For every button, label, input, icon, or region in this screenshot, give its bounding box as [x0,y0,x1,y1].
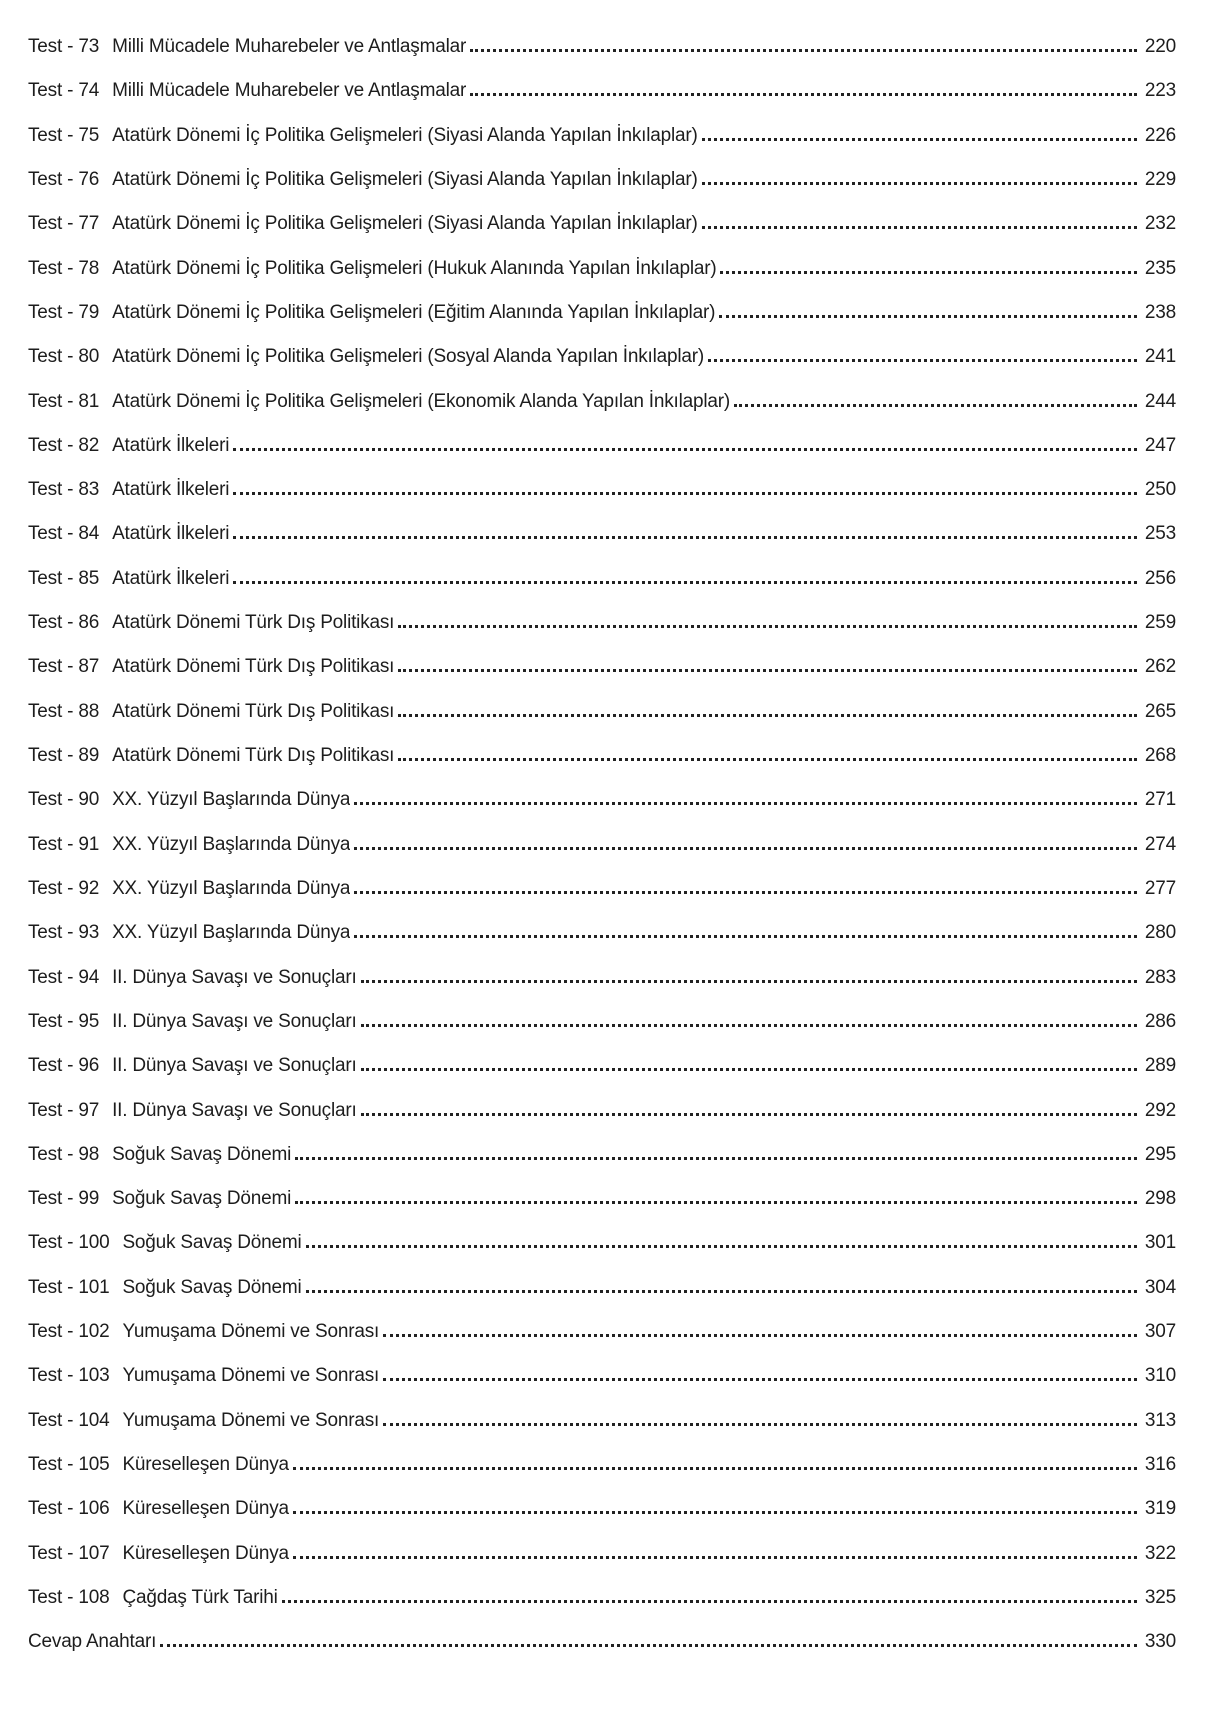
toc-entry-page-number: 298 [1144,1188,1176,1210]
toc-entry-test-number: Test - 75 [28,124,100,146]
toc-entry-page-number: 330 [1144,1631,1176,1653]
toc-entry-title: Atatürk İlkeleri [112,523,230,545]
toc-entry [28,291,1176,335]
toc-entry-page-number: 271 [1144,789,1176,811]
toc-entry-test-number: Test - 97 [28,1099,100,1121]
toc-entry-page-number: 307 [1144,1321,1176,1343]
toc-entry-test-number: Test - 91 [28,833,100,855]
toc-entry-page-number: 256 [1144,567,1176,589]
toc-entry [28,1443,1176,1487]
toc-entry-title: Çağdaş Türk Tarihi [122,1586,278,1608]
toc-entry [28,1133,1176,1177]
toc-entry-test-number: Test - 102 [28,1321,110,1343]
toc-entry-test-number: Test - 98 [28,1143,100,1165]
toc-entry-page-number: 247 [1144,434,1176,456]
toc-entry-page-number: 223 [1144,80,1176,102]
dot-leader [702,226,1137,229]
toc-entry-title: Atatürk Dönemi İç Politika Gelişmeleri (Siyasi Alanda Yapılan İnkılaplar) [112,124,698,146]
toc-entry [28,823,1176,867]
dot-leader [306,1245,1137,1248]
toc-entry-page-number: 226 [1144,124,1176,146]
toc-entry-title: XX. Yüzyıl Başlarında Dünya [112,833,351,855]
toc-entry [28,601,1176,645]
toc-entry-page-number: 238 [1144,301,1176,323]
dot-leader [233,448,1137,451]
dot-leader [708,359,1137,362]
toc-entry-page-number: 232 [1144,213,1176,235]
toc-entry [28,1399,1176,1443]
toc-entry [28,247,1176,291]
toc-entry-title: II. Dünya Savaşı ve Sonuçları [112,1055,357,1077]
toc-entry-title: XX. Yüzyıl Başlarında Dünya [112,789,351,811]
dot-leader [398,625,1137,628]
dot-leader [383,1334,1137,1337]
toc-entry-title: II. Dünya Savaşı ve Sonuçları [112,1010,357,1032]
toc-entry-test-number: Test - 100 [28,1232,110,1254]
dot-leader [282,1600,1137,1603]
toc-entry [28,1487,1176,1531]
toc-entry-page-number: 280 [1144,922,1176,944]
toc-entry-page-number: 268 [1144,745,1176,766]
toc-entry-page-number: 259 [1144,612,1176,634]
dot-leader [719,315,1137,318]
toc-entry-title: Atatürk Dönemi İç Politika Gelişmeleri (Siyasi Alanda Yapılan İnkılaplar) [112,168,698,190]
toc-entry [28,778,1176,822]
toc-entry-title: Soğuk Savaş Dönemi [112,1143,292,1165]
toc-entry-test-number: Test - 86 [28,612,100,634]
toc-entry-test-number: Test - 84 [28,523,100,545]
toc-entry-test-number: Test - 83 [28,479,100,501]
toc-entry-title: Yumuşama Dönemi ve Sonrası [122,1409,380,1431]
toc-entry [28,1532,1176,1576]
toc-entry-title: II. Dünya Savaşı ve Sonuçları [112,966,357,988]
toc-entry-title: Soğuk Savaş Dönemi [122,1232,302,1254]
dot-leader [233,536,1137,539]
toc-entry [28,69,1176,113]
toc-entry-page-number: 262 [1144,656,1176,678]
toc-entry-title: Atatürk Dönemi İç Politika Gelişmeleri (Hukuk Alanında Yapılan İnkılaplar) [112,257,717,279]
dot-leader [293,1467,1137,1470]
toc-entry [28,1620,1176,1664]
toc-entry-title: Atatürk Dönemi Türk Dış Politikası [112,745,395,766]
dot-leader [361,1024,1137,1027]
toc-entry-test-number: Test - 96 [28,1055,100,1077]
toc-entry-title: Yumuşama Dönemi ve Sonrası [122,1365,380,1387]
toc-entry [28,1000,1176,1044]
dot-leader [295,1157,1137,1160]
toc-entry-test-number: Test - 95 [28,1010,100,1032]
toc-entry-title: Küreselleşen Dünya [122,1498,289,1520]
toc-entry [28,956,1176,1000]
toc-entry-test-number: Test - 81 [28,390,100,412]
dot-leader [383,1378,1137,1381]
toc-entry [28,1354,1176,1398]
toc-entry-page-number: 301 [1144,1232,1176,1254]
toc-entry-title: Soğuk Savaş Dönemi [122,1276,302,1298]
toc-entry-title: Milli Mücadele Muharebeler ve Antlaşmalar [112,80,467,102]
toc-entry [28,1177,1176,1221]
toc-entry [28,424,1176,468]
toc-entry [28,690,1176,734]
toc-entry-test-number: Test - 88 [28,700,100,722]
dot-leader [295,1201,1137,1204]
toc-entry-title: Milli Mücadele Muharebeler ve Antlaşmalar [112,36,467,57]
toc-entry-page-number: 220 [1144,36,1176,57]
toc-entry [28,1089,1176,1133]
toc-entry-title: XX. Yüzyıl Başlarında Dünya [112,877,351,899]
toc-entry [28,202,1176,246]
toc-entry-page-number: 310 [1144,1365,1176,1387]
toc-entry-page-number: 253 [1144,523,1176,545]
toc-entry [28,1044,1176,1088]
dot-leader [233,492,1137,495]
toc-entry-title: Atatürk İlkeleri [112,479,230,501]
toc-entry-page-number: 292 [1144,1099,1176,1121]
toc-entry-test-number: Test - 94 [28,966,100,988]
toc-entry-title: Soğuk Savaş Dönemi [112,1188,292,1210]
table-of-contents [28,25,1176,1665]
toc-entry [28,867,1176,911]
dot-leader [293,1556,1137,1559]
dot-leader [470,49,1137,52]
toc-entry-title: Atatürk Dönemi İç Politika Gelişmeleri (Siyasi Alanda Yapılan İnkılaplar) [112,213,698,235]
dot-leader [720,271,1136,274]
toc-entry-test-number: Test - 82 [28,434,100,456]
toc-entry-test-number: Test - 108 [28,1586,110,1608]
toc-entry-test-number: Test - 92 [28,877,100,899]
dot-leader [361,1113,1137,1116]
dot-leader [354,847,1137,850]
toc-entry-title: XX. Yüzyıl Başlarında Dünya [112,922,351,944]
dot-leader [361,980,1137,983]
toc-entry-title: Atatürk İlkeleri [112,434,230,456]
toc-entry [28,557,1176,601]
toc-entry-title: Atatürk Dönemi İç Politika Gelişmeleri (Ekonomik Alanda Yapılan İnkılaplar) [112,390,730,412]
toc-entry [28,911,1176,955]
toc-entry [28,468,1176,512]
toc-entry-test-number: Test - 77 [28,213,100,235]
dot-leader [293,1511,1137,1514]
toc-entry-test-number: Test - 74 [28,80,100,102]
dot-leader [306,1290,1137,1293]
toc-entry-page-number: 289 [1144,1055,1176,1077]
toc-entry-page-number: 316 [1144,1454,1176,1475]
toc-entry-test-number: Test - 104 [28,1409,110,1431]
dot-leader [233,581,1137,584]
toc-entry-test-number: Test - 101 [28,1276,110,1298]
toc-entry-test-number: Test - 93 [28,922,100,944]
toc-entry-page-number: 229 [1144,168,1176,190]
dot-leader [702,182,1137,185]
toc-entry-test-number: Test - 87 [28,656,100,678]
toc-entry-page-number: 274 [1144,833,1176,855]
toc-entry-page-number: 244 [1144,390,1176,412]
toc-entry [28,114,1176,158]
toc-entry-test-number: Test - 79 [28,301,100,323]
dot-leader [398,669,1137,672]
dot-leader [160,1644,1137,1647]
toc-entry [28,380,1176,424]
toc-entry-page-number: 235 [1144,257,1176,279]
toc-entry-test-number: Test - 99 [28,1188,100,1210]
dot-leader [734,404,1137,407]
toc-entry-title: Atatürk Dönemi Türk Dış Politikası [112,656,395,678]
toc-entry [28,1310,1176,1354]
dot-leader [470,93,1137,96]
toc-entry-page-number: 319 [1144,1498,1176,1520]
toc-entry-title: Atatürk İlkeleri [112,567,230,589]
toc-entry-page-number: 313 [1144,1409,1176,1431]
toc-entry-test-number: Test - 106 [28,1498,110,1520]
dot-leader [354,802,1137,805]
toc-entry-test-number: Test - 76 [28,168,100,190]
toc-entry-page-number: 265 [1144,700,1176,722]
dot-leader [383,1423,1137,1426]
toc-entry-page-number: 325 [1144,1586,1176,1608]
toc-entry-test-number: Test - 78 [28,257,100,279]
toc-entry [28,512,1176,556]
toc-entry-page-number: 277 [1144,877,1176,899]
dot-leader [354,891,1137,894]
toc-entry-test-number: Test - 73 [28,36,100,57]
dot-leader [702,138,1137,141]
toc-entry-page-number: 286 [1144,1010,1176,1032]
toc-entry-page-number: 295 [1144,1143,1176,1165]
toc-entry-page-number: 241 [1144,346,1176,368]
toc-entry [28,25,1176,69]
toc-entry-title: Atatürk Dönemi İç Politika Gelişmeleri (Eğitim Alanında Yapılan İnkılaplar) [112,301,716,323]
toc-entry-page-number: 250 [1144,479,1176,501]
toc-entry-title: Küreselleşen Dünya [122,1454,289,1475]
toc-entry-test-number: Test - 85 [28,567,100,589]
toc-entry [28,158,1176,202]
toc-entry [28,1221,1176,1265]
toc-entry-page-number: 283 [1144,966,1176,988]
toc-entry-test-number: Test - 105 [28,1454,110,1475]
toc-entry-test-number: Test - 89 [28,745,100,766]
dot-leader [354,935,1137,938]
toc-entry [28,645,1176,689]
toc-entry-title: Küreselleşen Dünya [122,1542,289,1564]
toc-entry-title: Cevap Anahtarı [28,1631,157,1653]
toc-entry-title: Yumuşama Dönemi ve Sonrası [122,1321,380,1343]
toc-entry-title: Atatürk Dönemi Türk Dış Politikası [112,700,395,722]
dot-leader [398,758,1137,761]
toc-entry [28,1266,1176,1310]
toc-entry-test-number: Test - 107 [28,1542,110,1564]
toc-entry-test-number: Test - 90 [28,789,100,811]
toc-entry-title: Atatürk Dönemi Türk Dış Politikası [112,612,395,634]
toc-entry-test-number: Test - 80 [28,346,100,368]
toc-entry [28,335,1176,379]
dot-leader [398,714,1137,717]
toc-entry-title: Atatürk Dönemi İç Politika Gelişmeleri (Sosyal Alanda Yapılan İnkılaplar) [112,346,704,368]
toc-entry-title: II. Dünya Savaşı ve Sonuçları [112,1099,357,1121]
toc-entry [28,734,1176,778]
dot-leader [361,1068,1137,1071]
toc-entry [28,1576,1176,1620]
toc-entry-page-number: 304 [1144,1276,1176,1298]
toc-entry-page-number: 322 [1144,1542,1176,1564]
toc-entry-test-number: Test - 103 [28,1365,110,1387]
